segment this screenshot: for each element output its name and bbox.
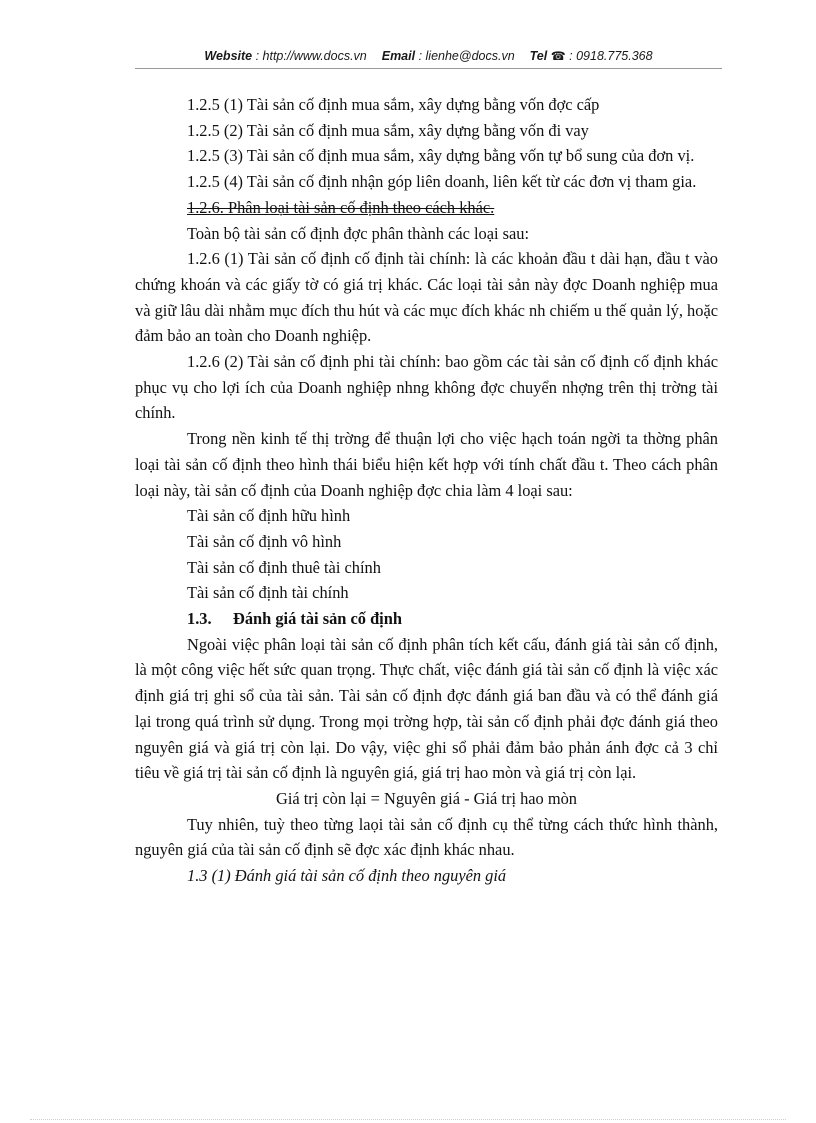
section-1-3-heading xyxy=(135,606,718,632)
paragraph-classification-intro: Toàn bộ tài sản cố định đợc phân thành các loại sau: xyxy=(187,223,530,243)
paragraph-1-2-6-1: 1.2.6 (1) Tài sản cố định cố định tài chính: là các khoản đầu t dài hạn, đầu t vào chứng khoán và các giấy tờ có giá trị khác. Các loại tài sản này đợc Doanh nghiệp mua và giữ lâu dài nhằm mục đích thu hút và các mục đích khác nh chiếm u thế quản lý, hoặc đảm bảo an toàn cho Doanh nghiệp. xyxy=(135,249,718,346)
formula: Giá trị còn lại = Nguyên giá - Giá trị hao mòn xyxy=(275,788,577,808)
section-1-2-6-title-text: 1.2.6. Phân loại tài sản cố định theo cách khác. xyxy=(187,197,495,217)
paragraph-1-2-5-3: 1.2.5 (3) Tài sản cố định mua sắm, xây dựng bằng vốn tự bổ sung của đơn vị. xyxy=(187,146,695,166)
section-1-2-6-title xyxy=(135,195,718,221)
phone-icon: ☎ xyxy=(550,49,566,63)
section-number: 1.3. xyxy=(187,609,212,629)
list-item: Tài sản cố định vô hình xyxy=(187,531,342,551)
document-body xyxy=(135,92,718,889)
paragraph-market-economy: Trong nền kinh tế thị trờng để thuận lợi cho việc hạch toán ngời ta thờng phân loại tài sản cố định theo hình thái biểu hiện kết hợp với tính chất đầu t. Theo cách phân loại này, tài sản cố định của Doanh nghiệp đợc chia làm 4 loại sau: xyxy=(135,429,718,500)
page-header xyxy=(135,46,722,69)
tel-value: : 0918.775.368 xyxy=(569,49,653,63)
email-label: Email xyxy=(381,49,416,63)
tel-label: Tel xyxy=(529,49,548,63)
website-value: : http://www.docs.vn xyxy=(255,49,367,63)
subsection-1-3-1-title: 1.3 (1) Đánh giá tài sản cố định theo nguyên giá xyxy=(187,866,507,886)
paragraph-1-2-5-2: 1.2.5 (2) Tài sản cố định mua sắm, xây dựng bằng vốn đi vay xyxy=(187,120,589,140)
paragraph-1-2-5-4: 1.2.5 (4) Tài sản cố định nhận góp liên doanh, liên kết từ các đơn vị tham gia. xyxy=(187,172,697,192)
section-title: Đánh giá tài sản cố định xyxy=(233,609,402,629)
paragraph-valuation: Ngoài việc phân loại tài sản cố định phân tích kết cấu, đánh giá tài sản cố định, là một công việc hết sức quan trọng. Thực chất, việc đánh giá tài sản cố định là việc xác định giá trị ghi sổ của tài sản. Tài sản cố định đợc đánh giá ban đầu và có thể đánh giá lại trong quá trình sử dụng. Trong mọi trờng hợp, tài sản cố định phải đợc đánh giá theo nguyên giá và giá trị còn lại. Do vậy, việc ghi sổ phải đảm bảo phản ánh đợc cả 3 chỉ tiêu về giá trị tài sản cố định là nguyên giá, giá trị hao mòn và giá trị còn lại. xyxy=(135,634,718,783)
list-item: Tài sản cố định hữu hình xyxy=(187,506,351,526)
email-value: : lienhe@docs.vn xyxy=(418,49,515,63)
page-bottom-divider xyxy=(30,1119,786,1120)
paragraph-1-2-5-1: 1.2.5 (1) Tài sản cố định mua sắm, xây dựng bằng vốn đợc cấp xyxy=(187,95,600,114)
paragraph-1-2-6-2: 1.2.6 (2) Tài sản cố định phi tài chính: bao gồm các tài sản cố định cố định khác phục vụ cho lợi ích của Doanh nghiệp nhng không đợc chuyển nhợng trên thị trờng tài chính. xyxy=(135,352,718,423)
paragraph-however: Tuy nhiên, tuỳ theo từng laọi tài sản cố định cụ thể từng cách thức hình thành, nguyên giá của tài sản cố định sẽ đợc xác định khác nhau. xyxy=(135,814,718,860)
list-item: Tài sản cố định thuê tài chính xyxy=(187,557,381,577)
list-item: Tài sản cố định tài chính xyxy=(187,583,349,603)
website-label: Website xyxy=(204,49,253,63)
